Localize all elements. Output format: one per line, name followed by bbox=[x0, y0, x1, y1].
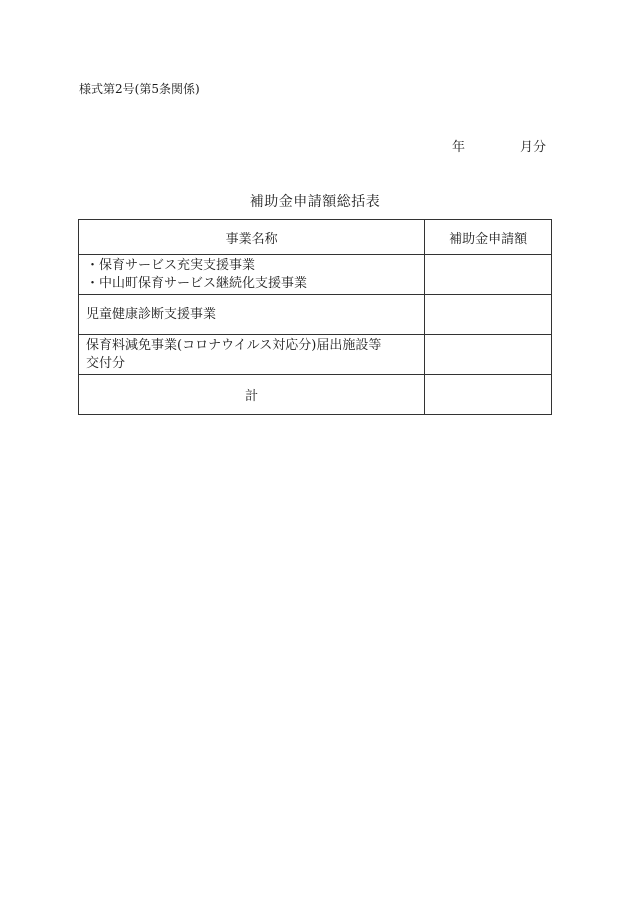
project-name-line: 保育料減免事業(コロナウイルス対応分)届出施設等 bbox=[86, 337, 382, 353]
project-name-line: 児童健康診断支援事業 bbox=[86, 306, 217, 322]
project-name-cell bbox=[79, 295, 425, 335]
total-amount-cell[interactable] bbox=[425, 375, 552, 415]
document-title: 補助金申請額総括表 bbox=[249, 194, 381, 210]
subsidy-amount-cell[interactable] bbox=[425, 335, 552, 375]
period-fields bbox=[452, 136, 552, 154]
header-subsidy-amount: 補助金申請額 bbox=[425, 220, 552, 255]
form-number: 様式第2号(第5条関係) bbox=[79, 82, 200, 96]
table-row bbox=[79, 335, 552, 375]
table-total-row bbox=[79, 375, 552, 415]
table-row bbox=[79, 255, 552, 295]
project-name-line: ・中山町保育サービス継続化支援事業 bbox=[86, 275, 308, 291]
subsidy-summary-table bbox=[78, 219, 552, 415]
project-name-cell bbox=[79, 335, 425, 375]
project-name-line: 交付分 bbox=[86, 355, 126, 371]
project-name-cell bbox=[79, 255, 425, 295]
year-label: 年 bbox=[452, 140, 466, 155]
table-row bbox=[79, 295, 552, 335]
header-project-name: 事業名称 bbox=[79, 220, 425, 255]
project-name-line: ・保育サービス充実支援事業 bbox=[86, 257, 256, 273]
table-header-row bbox=[79, 220, 552, 255]
total-label-cell: 計 bbox=[79, 375, 425, 415]
subsidy-amount-cell[interactable] bbox=[425, 295, 552, 335]
month-label: 月分 bbox=[520, 140, 547, 155]
subsidy-amount-cell[interactable] bbox=[425, 255, 552, 295]
